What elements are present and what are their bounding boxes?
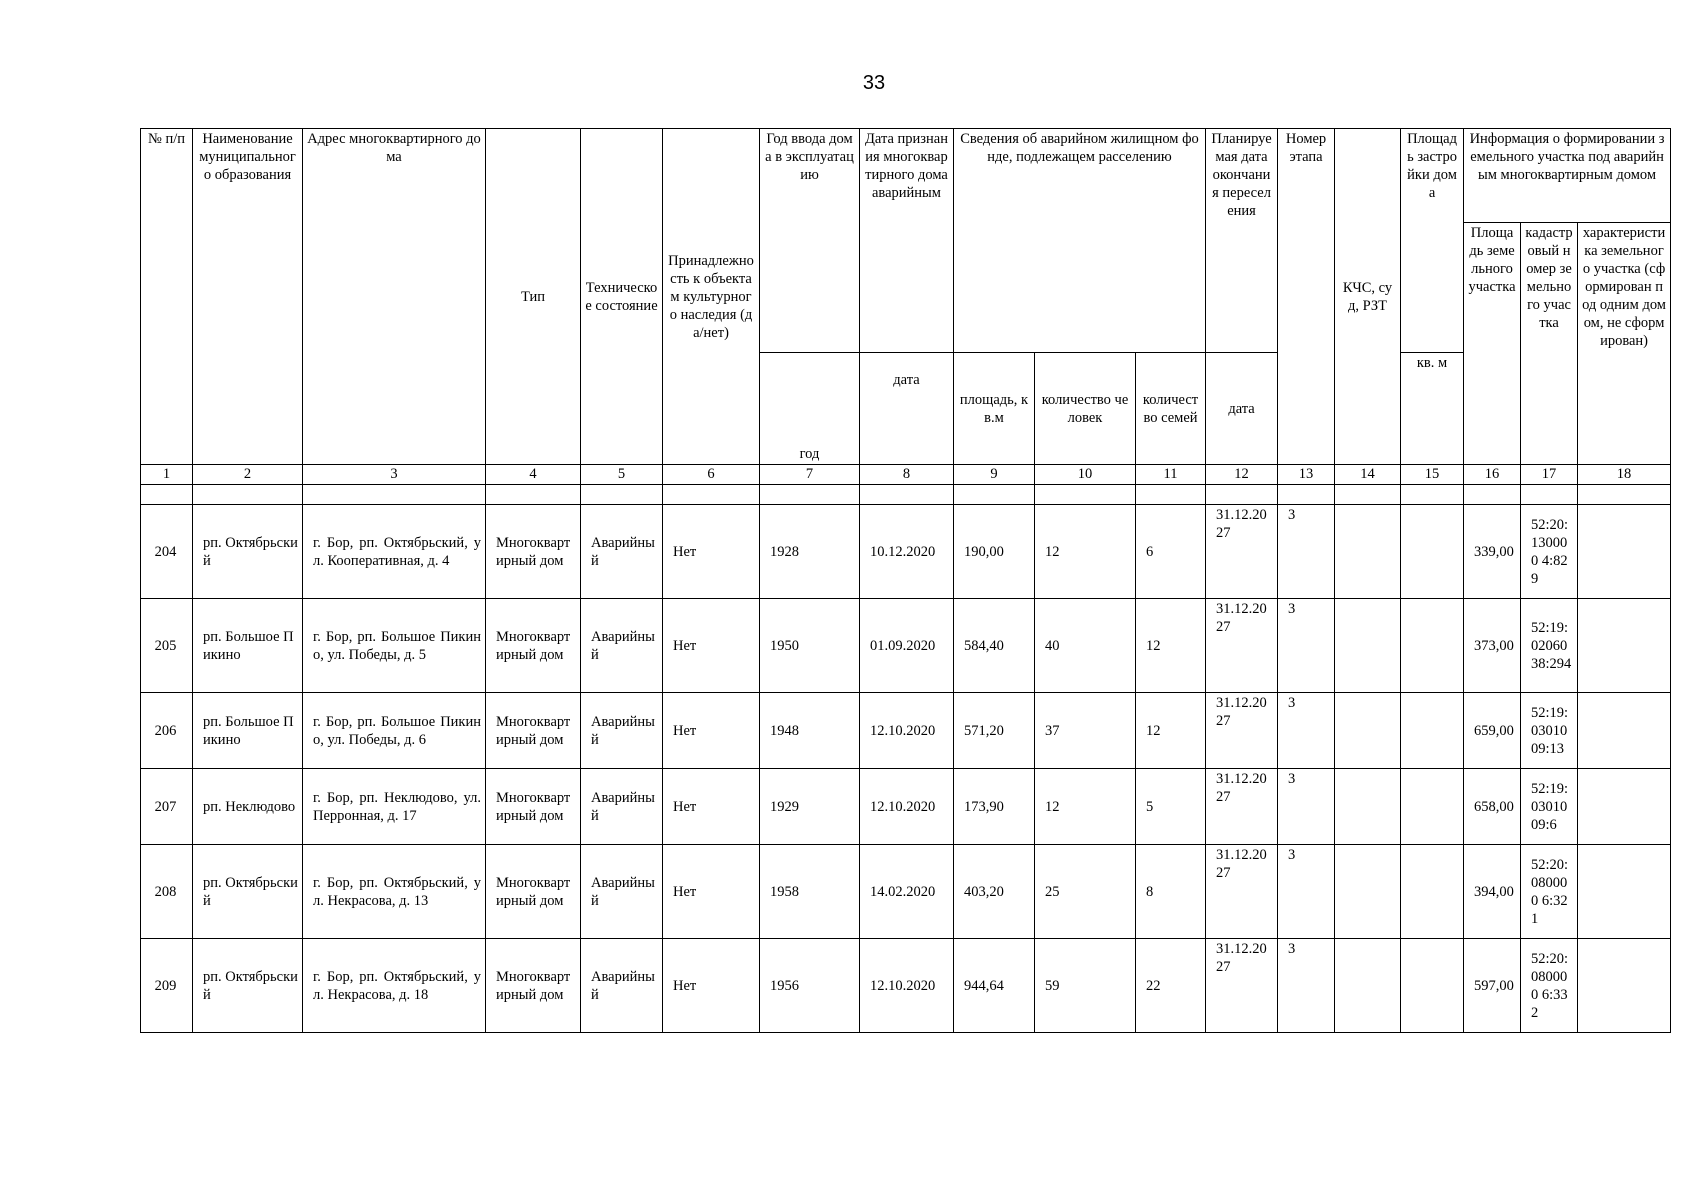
cell-families: 6 [1136,505,1206,599]
cell-land-area: 394,00 [1464,845,1521,939]
header-recognition-date: Дата признания многоквартирного дома аварийным [860,129,954,353]
cell-cadastral-number: 52:20:080000 6:321 [1521,845,1578,939]
column-number: 9 [954,465,1035,485]
header-planned-date: Планируемая дата окончания переселения [1206,129,1278,353]
cell-municipality: рп. Октябрьский [193,505,303,599]
subheader-families: количество семей [1136,353,1206,465]
cell-area: 190,00 [954,505,1035,599]
cell-land-characteristic [1578,939,1671,1033]
cell-building-area [1401,845,1464,939]
cell-land-area: 339,00 [1464,505,1521,599]
cell-heritage: Нет [663,845,760,939]
cell-municipality: рп. Октябрьский [193,939,303,1033]
cell-kchs [1335,845,1401,939]
cell-kchs [1335,693,1401,769]
cell-plan-date: 31.12.2027 [1206,599,1278,693]
header-building-area: Площадь застройки дома [1401,129,1464,353]
column-number: 17 [1521,465,1578,485]
cell-area: 944,64 [954,939,1035,1033]
header-type: Тип [486,129,581,465]
cell-state: Аварийный [581,599,663,693]
header-technical-state: Техническое состояние [581,129,663,465]
cell-recognition-date: 12.10.2020 [860,693,954,769]
cell-number: 204 [141,505,193,599]
cell-state: Аварийный [581,845,663,939]
cell-year: 1948 [760,693,860,769]
cell-state: Аварийный [581,505,663,599]
page-number: 33 [862,72,886,94]
cell-people: 12 [1035,505,1136,599]
column-number: 14 [1335,465,1401,485]
cell-address: г. Бор, рп. Октябрьский, ул. Некрасова, д. 18 [303,939,486,1033]
cell-land-area: 597,00 [1464,939,1521,1033]
cell-cadastral-number: 52:20:080000 6:332 [1521,939,1578,1033]
cell-type: Многоквартирный дом [486,769,581,845]
cell-stage: 3 [1278,845,1335,939]
cell-families: 8 [1136,845,1206,939]
cell-year: 1928 [760,505,860,599]
cell-families: 12 [1136,599,1206,693]
header-municipality: Наименование муниципального образования [193,129,303,465]
column-number-row [141,465,1671,485]
cell-area: 403,20 [954,845,1035,939]
cell-recognition-date: 12.10.2020 [860,939,954,1033]
header-cadastral-number: кадастровый номер земельного участка [1521,223,1578,465]
table-row [141,939,1671,1033]
cell-state: Аварийный [581,939,663,1033]
header-stage-number: Номер этапа [1278,129,1335,465]
cell-land-area: 373,00 [1464,599,1521,693]
cell-type: Многоквартирный дом [486,505,581,599]
table-row [141,505,1671,599]
cell-state: Аварийный [581,693,663,769]
column-number: 1 [141,465,193,485]
cell-plan-date: 31.12.2027 [1206,693,1278,769]
cell-heritage: Нет [663,769,760,845]
column-number: 11 [1136,465,1206,485]
subheader-people: количество человек [1035,353,1136,465]
cell-municipality: рп. Неклюдово [193,769,303,845]
spacer-row [141,485,1671,505]
cell-people: 25 [1035,845,1136,939]
subheader-date: дата [860,353,954,465]
cell-building-area [1401,693,1464,769]
column-number: 6 [663,465,760,485]
cell-year: 1958 [760,845,860,939]
header-commissioning-year: Год ввода дома в эксплуатацию [760,129,860,353]
cell-number: 205 [141,599,193,693]
cell-kchs [1335,505,1401,599]
column-number: 15 [1401,465,1464,485]
cell-heritage: Нет [663,505,760,599]
cell-people: 59 [1035,939,1136,1033]
cell-building-area [1401,769,1464,845]
cell-kchs [1335,599,1401,693]
header-kchs: КЧС, суд, РЗТ [1335,129,1401,465]
cell-families: 12 [1136,693,1206,769]
cell-people: 40 [1035,599,1136,693]
cell-land-area: 659,00 [1464,693,1521,769]
cell-municipality: рп. Большое Пикино [193,693,303,769]
cell-number: 207 [141,769,193,845]
cell-number: 206 [141,693,193,769]
column-number: 4 [486,465,581,485]
header-land-area: Площадь земельного участка [1464,223,1521,465]
cell-building-area [1401,599,1464,693]
header-emergency-fund-group: Сведения об аварийном жилищном фонде, подлежащем расселению [954,129,1206,353]
cell-stage: 3 [1278,599,1335,693]
table-row [141,845,1671,939]
column-number: 10 [1035,465,1136,485]
cell-municipality: рп. Октябрьский [193,845,303,939]
cell-recognition-date: 01.09.2020 [860,599,954,693]
cell-address: г. Бор, рп. Октябрьский, ул. Кооперативная, д. 4 [303,505,486,599]
cell-plan-date: 31.12.2027 [1206,939,1278,1033]
emergency-housing-table [140,128,1671,1033]
subheader-building-unit: кв. м [1401,353,1464,465]
cell-building-area [1401,505,1464,599]
cell-area: 584,40 [954,599,1035,693]
column-number: 3 [303,465,486,485]
cell-cadastral-number: 52:19:0301009:13 [1521,693,1578,769]
cell-heritage: Нет [663,693,760,769]
cell-address: г. Бор, рп. Большое Пикино, ул. Победы, д. 6 [303,693,486,769]
cell-recognition-date: 12.10.2020 [860,769,954,845]
column-number: 18 [1578,465,1671,485]
cell-area: 173,90 [954,769,1035,845]
cell-plan-date: 31.12.2027 [1206,769,1278,845]
cell-type: Многоквартирный дом [486,599,581,693]
column-number: 5 [581,465,663,485]
cell-land-characteristic [1578,693,1671,769]
subheader-year: год [760,353,860,465]
column-number: 12 [1206,465,1278,485]
cell-kchs [1335,769,1401,845]
cell-cadastral-number: 52:20:130000 4:829 [1521,505,1578,599]
cell-cadastral-number: 52:19:0301009:6 [1521,769,1578,845]
cell-families: 5 [1136,769,1206,845]
header-address: Адрес многоквартирного дома [303,129,486,465]
cell-type: Многоквартирный дом [486,693,581,769]
cell-number: 209 [141,939,193,1033]
cell-address: г. Бор, рп. Неклюдово, ул. Перронная, д. 17 [303,769,486,845]
cell-stage: 3 [1278,505,1335,599]
cell-stage: 3 [1278,693,1335,769]
subheader-area: площадь, кв.м [954,353,1035,465]
table-row [141,769,1671,845]
column-number: 16 [1464,465,1521,485]
cell-people: 12 [1035,769,1136,845]
cell-cadastral-number: 52:19:0206038:294 [1521,599,1578,693]
subheader-plan-date: дата [1206,353,1278,465]
header-col-number: № п/п [141,129,193,465]
cell-type: Многоквартирный дом [486,939,581,1033]
header-land-characteristic: характеристика земельного участка (сформирован под одним домом, не сформирован) [1578,223,1671,465]
cell-families: 22 [1136,939,1206,1033]
column-number: 13 [1278,465,1335,485]
cell-year: 1950 [760,599,860,693]
header-heritage: Принадлежность к объектам культурного наследия (да/нет) [663,129,760,465]
cell-land-characteristic [1578,769,1671,845]
cell-land-characteristic [1578,599,1671,693]
cell-address: г. Бор, рп. Большое Пикино, ул. Победы, д. 5 [303,599,486,693]
table-row [141,599,1671,693]
data-rows [141,505,1671,1033]
cell-municipality: рп. Большое Пикино [193,599,303,693]
cell-kchs [1335,939,1401,1033]
column-number: 8 [860,465,954,485]
cell-address: г. Бор, рп. Октябрьский, ул. Некрасова, д. 13 [303,845,486,939]
column-number: 2 [193,465,303,485]
column-number: 7 [760,465,860,485]
cell-land-area: 658,00 [1464,769,1521,845]
header-land-plot-group: Информация о формировании земельного участка под аварийным многоквартирным домом [1464,129,1671,223]
cell-year: 1956 [760,939,860,1033]
cell-plan-date: 31.12.2027 [1206,845,1278,939]
cell-recognition-date: 10.12.2020 [860,505,954,599]
cell-recognition-date: 14.02.2020 [860,845,954,939]
cell-heritage: Нет [663,939,760,1033]
cell-building-area [1401,939,1464,1033]
cell-stage: 3 [1278,769,1335,845]
cell-people: 37 [1035,693,1136,769]
cell-heritage: Нет [663,599,760,693]
cell-plan-date: 31.12.2027 [1206,505,1278,599]
cell-year: 1929 [760,769,860,845]
cell-area: 571,20 [954,693,1035,769]
cell-number: 208 [141,845,193,939]
cell-land-characteristic [1578,505,1671,599]
table-row [141,693,1671,769]
cell-type: Многоквартирный дом [486,845,581,939]
cell-stage: 3 [1278,939,1335,1033]
cell-land-characteristic [1578,845,1671,939]
cell-state: Аварийный [581,769,663,845]
